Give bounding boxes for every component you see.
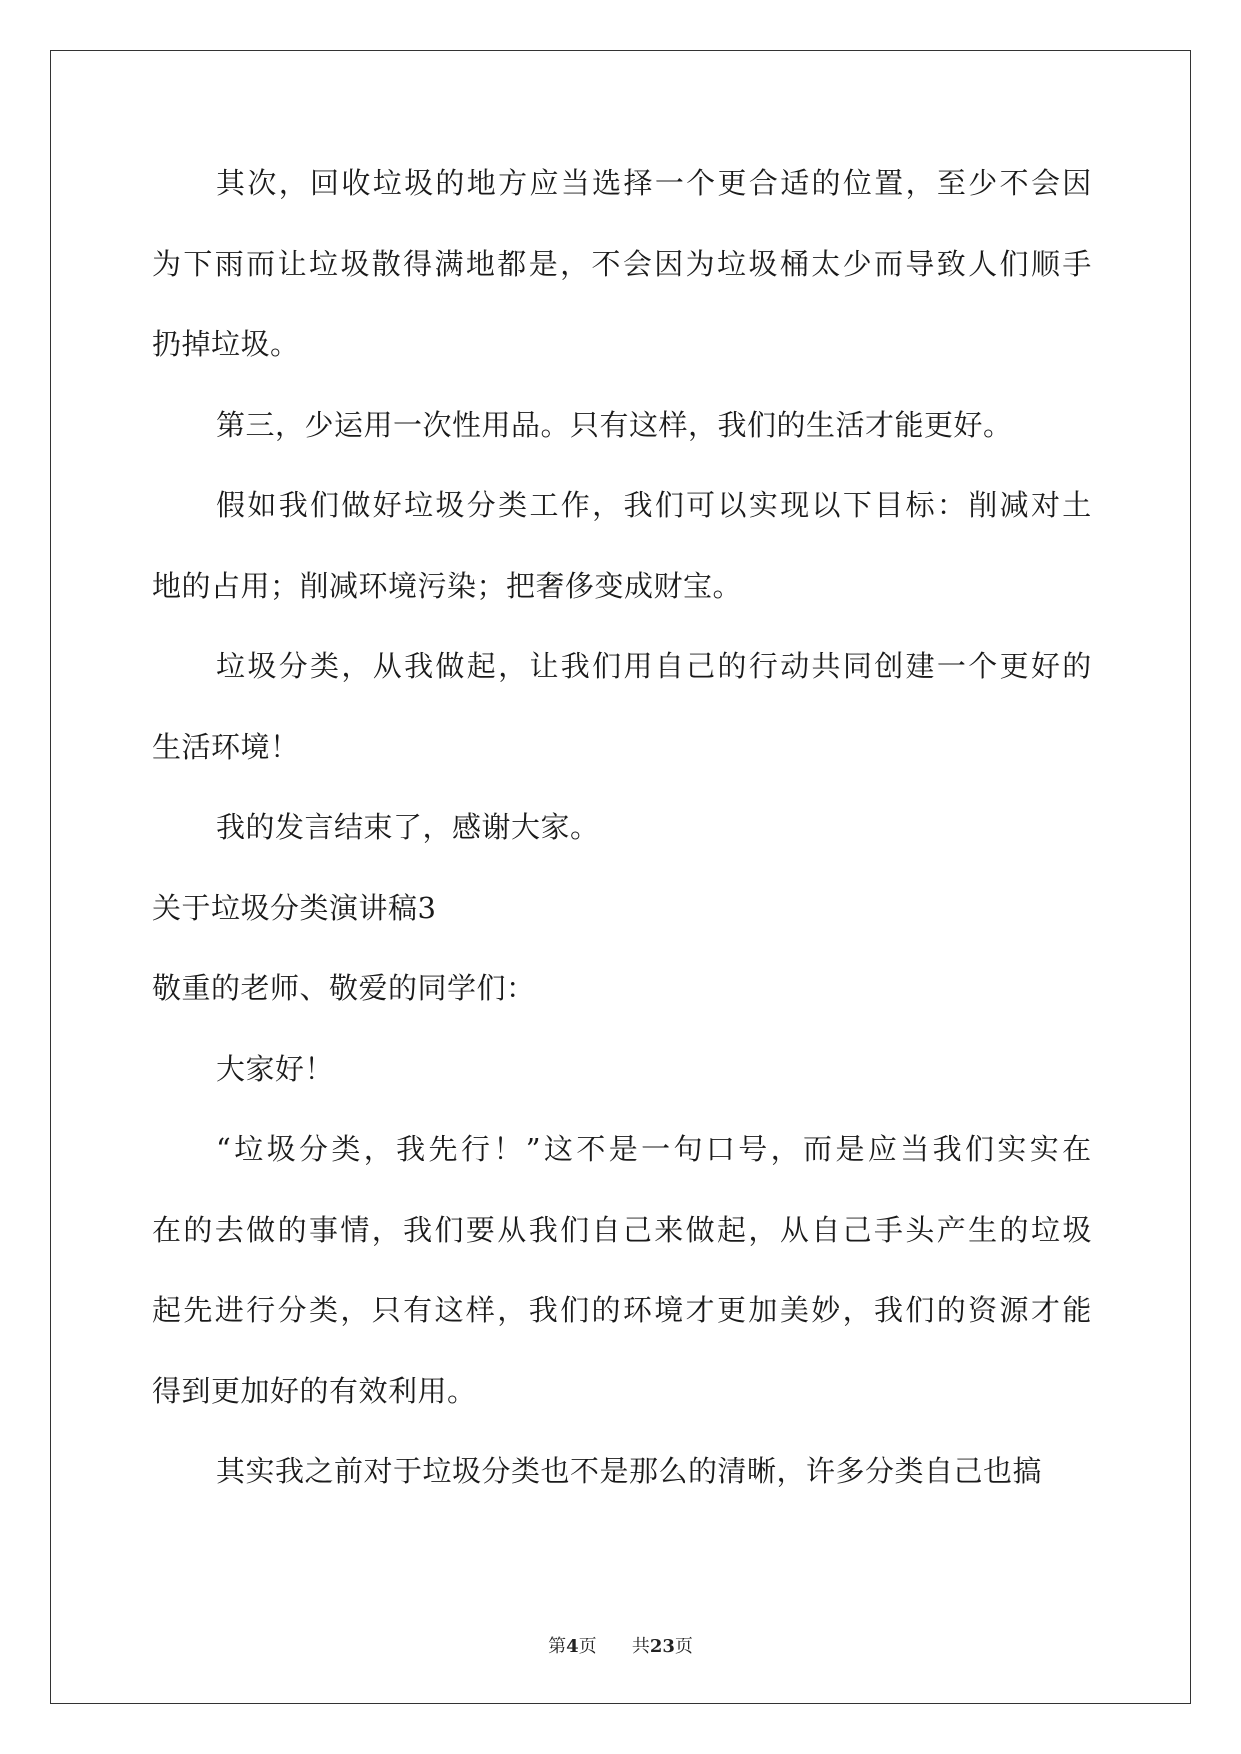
justified-line: 垃 圾 分 类 ， 从 我 做 起 ， 让 我 们 用 自 己 的 行 动 共 同 创 建 一 个 更 好 的 — [216, 649, 1092, 683]
footer-prefix: 第 — [548, 1636, 567, 1657]
justified-line: 起 先 进 行 分 类 ， 只 有 这 样 ， 我 们 的 环 境 才 更 加 美 妙 ， 我 们 的 资 源 才 能 — [152, 1293, 1092, 1327]
total-page-count: 23 — [649, 1636, 675, 1657]
text-line: 关于垃圾分类演讲稿3 — [152, 890, 437, 925]
page-footer — [0, 1632, 1241, 1658]
text-line: 敬重的老师、敬爱的同学们： — [152, 971, 536, 1005]
text-line — [152, 1131, 1092, 1212]
current-page-number: 4 — [566, 1636, 579, 1657]
justified-line: 其 次 ， 回 收 垃 圾 的 地 方 应 当 选 择 一 个 更 合 适 的 位 置 ， 至 少 不 会 因 — [216, 166, 1092, 200]
text-line: 大家好！ — [216, 1051, 335, 1086]
text-line: 其实我之前对于垃圾分类也不是那么的清晰，许多分类自己也搞 — [216, 1454, 1043, 1488]
footer-total-prefix: 共 — [631, 1636, 650, 1657]
justified-line: 假 如 我 们 做 好 垃 圾 分 类 工 作 ， 我 们 可 以 实 现 以 下 目 标 ： 削 减 对 土 — [216, 488, 1092, 522]
text-line: 我的发言结束了，感谢大家。 — [216, 810, 600, 844]
text-line — [152, 1292, 1092, 1373]
text-line: 生活环境！ — [152, 729, 300, 764]
text-line — [152, 648, 1092, 729]
text-line — [152, 246, 1092, 327]
text-line: 第三，少运用一次性用品。只有这样，我们的生活才能更好。 — [216, 407, 1013, 442]
text-line — [152, 165, 1092, 246]
justified-line: 为 下 雨 而 让 垃 圾 散 得 满 地 都 是 ， 不 会 因 为 垃 圾 桶 太 少 而 导 致 人 们 顺 手 — [152, 246, 1092, 281]
justified-line: “ 垃 圾 分 类 ， 我 先 行 ！ ” 这 不 是 一 句 口 号 ， 而 是 应 当 我 们 实 实 在 — [216, 1132, 1092, 1166]
text-line: 扔掉垃圾。 — [152, 327, 300, 361]
text-line: 地的占用；削减环境污染；把奢侈变成财宝。 — [152, 568, 743, 603]
text-line — [152, 487, 1092, 568]
justified-line: 在 的 去 做 的 事 情 ， 我 们 要 从 我 们 自 己 来 做 起 ， 从 自 己 手 头 产 生 的 垃 圾 — [152, 1212, 1092, 1247]
footer-total-suffix: 页 — [674, 1636, 693, 1657]
document-body — [152, 165, 1092, 1534]
text-line — [152, 1212, 1092, 1293]
footer-page-suffix: 页 — [578, 1636, 597, 1657]
text-line: 得到更加好的有效利用。 — [152, 1373, 477, 1408]
